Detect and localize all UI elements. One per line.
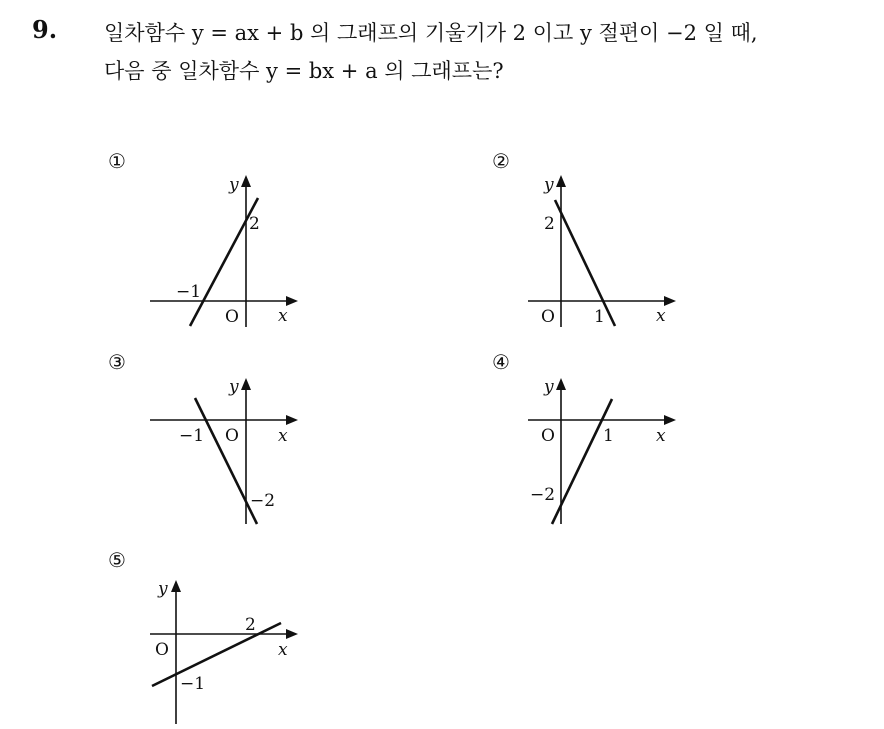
option-3[interactable] xyxy=(108,350,298,524)
question-line-2: 다음 중 일차함수 y = bx + a 의 그래프는? xyxy=(104,59,504,83)
x-axis-arrow xyxy=(664,296,676,306)
x-axis-arrow xyxy=(286,296,298,306)
origin-label: O xyxy=(225,426,239,446)
option-1-marker: ① xyxy=(108,149,126,173)
x-intercept-label: 1 xyxy=(594,307,605,327)
origin-label: O xyxy=(541,426,555,446)
origin-label: O xyxy=(225,307,239,327)
option-4-marker: ④ xyxy=(492,350,510,374)
question-line-1: 일차함수 y = ax + b 의 그래프의 기울기가 2 이고 y 절편이 −2 일 때, xyxy=(104,21,758,45)
x-axis-label: x xyxy=(278,306,288,326)
x-axis-label: x xyxy=(278,640,288,660)
y-intercept-label: −2 xyxy=(250,491,276,511)
y-axis-label: y xyxy=(229,377,239,397)
origin-label: O xyxy=(155,640,169,660)
y-axis-label: y xyxy=(229,175,239,195)
y-intercept-label: 2 xyxy=(249,214,260,234)
origin-label: O xyxy=(541,307,555,327)
x-axis-arrow xyxy=(286,415,298,425)
x-axis-label: x xyxy=(278,426,288,446)
y-axis-arrow xyxy=(556,378,566,390)
option-5[interactable] xyxy=(108,548,298,724)
option-2[interactable] xyxy=(492,149,676,327)
y-intercept-label: 2 xyxy=(544,214,555,234)
y-intercept-label: −1 xyxy=(180,674,206,694)
y-axis-arrow xyxy=(241,378,251,390)
option-5-marker: ⑤ xyxy=(108,548,126,572)
graph-line xyxy=(190,198,258,326)
y-axis-label: y xyxy=(544,377,554,397)
option-3-marker: ③ xyxy=(108,350,126,374)
x-axis-label: x xyxy=(656,426,666,446)
question-number: 9. xyxy=(32,15,58,44)
graph-line xyxy=(555,200,615,326)
x-intercept-label: 1 xyxy=(603,426,614,446)
y-intercept-label: −2 xyxy=(530,485,556,505)
x-intercept-label: 2 xyxy=(245,615,256,635)
y-axis-label: y xyxy=(158,579,168,599)
y-axis-arrow xyxy=(171,580,181,592)
x-axis-arrow xyxy=(664,415,676,425)
x-intercept-label: −1 xyxy=(176,282,202,302)
x-axis-arrow xyxy=(286,629,298,639)
y-axis-arrow xyxy=(241,175,251,187)
graph-line xyxy=(152,623,281,686)
option-1[interactable] xyxy=(108,149,298,327)
y-axis-arrow xyxy=(556,175,566,187)
y-axis-label: y xyxy=(544,175,554,195)
graph-line xyxy=(195,398,257,524)
x-intercept-label: −1 xyxy=(179,426,205,446)
option-2-marker: ② xyxy=(492,149,510,173)
option-4[interactable] xyxy=(492,350,676,524)
x-axis-label: x xyxy=(656,306,666,326)
